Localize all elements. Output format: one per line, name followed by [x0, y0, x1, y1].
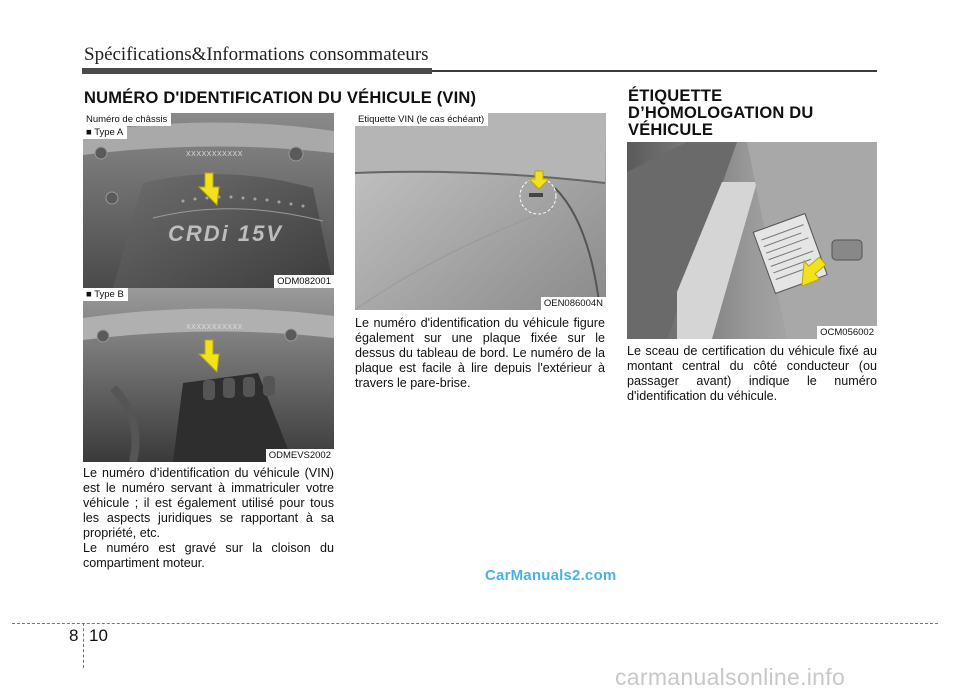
vin-paragraph-1: Le numéro d’identification du véhicule (VIN) est le numéro servant à immatriculer votre véhicule ; il est également utilisé pour tous les aspects juridiques se rapportant à sa propriété, etc.: [83, 466, 334, 540]
header-rule: [432, 70, 877, 72]
engine-photo-type-a: [83, 113, 334, 288]
header-title: Spécifications&Informations consommateurs: [84, 44, 429, 65]
photo-code-a: ODM082001: [274, 275, 334, 288]
b-pillar-illustration: [627, 142, 877, 339]
page-number: 10: [89, 626, 108, 645]
vin-section-title: NUMÉRO D'IDENTIFICATION DU VÉHICULE (VIN): [84, 89, 477, 107]
vin-label-description: [355, 316, 605, 391]
homologation-title-line3: VÉHICULE: [628, 121, 714, 139]
chassis-number-tag: Numéro de châssis: [83, 113, 171, 126]
footer-separator: [83, 623, 84, 668]
dashboard-illustration: [355, 113, 606, 310]
photo-code-d: OCM056002: [817, 326, 877, 339]
vin-description: [83, 466, 334, 571]
homologation-section-title: [628, 88, 878, 139]
vin-paragraph-2: Le numéro est gravé sur la cloison du compartiment moteur.: [83, 541, 334, 570]
watermark-link[interactable]: CarManuals2.com: [485, 567, 617, 584]
photo-code-b: ODMEVS2002: [266, 449, 334, 462]
certification-description: [627, 344, 877, 404]
svg-text:CRDi 15V: CRDi 15V: [168, 221, 284, 246]
homologation-title-line1: ÉTIQUETTE: [628, 87, 723, 105]
photo-code-c: OEN086004N: [541, 297, 606, 310]
homologation-title-line2: D’HOMOLOGATION DU: [628, 104, 814, 122]
engine-type-b-illustration: [83, 288, 334, 462]
header-bar: [82, 68, 432, 74]
engine-photo-type-b: [83, 288, 334, 462]
vin-label-paragraph: Le numéro d'identification du véhicule figure également sur une plaque fixée sur le dessus du tableau de bord. Le numéro de la plaque est facile à lire depuis l'extérieur à travers le pare-brise.: [355, 316, 605, 390]
type-a-tag: ■ Type A: [83, 126, 127, 139]
engine-type-a-illustration: [83, 113, 334, 288]
certification-paragraph: Le sceau de certification du véhicule fixé au montant central du côté conducteur (ou passager avant) indique le numéro d'identification du véhicule.: [627, 344, 877, 403]
site-watermark[interactable]: carmanualsonline.info: [615, 664, 846, 690]
vin-engraving-a: XXXXXXXXXXX: [186, 151, 243, 158]
type-b-tag: ■ Type B: [83, 288, 128, 301]
vin-label-tag: Etiquette VIN (le cas échéant): [355, 113, 488, 126]
vin-engraving-b: XXXXXXXXXXX: [186, 324, 243, 331]
chapter-number: 8: [69, 626, 79, 645]
footer-rule: [12, 623, 938, 624]
certification-label-photo: [627, 142, 877, 339]
dashboard-vin-photo: [355, 113, 606, 310]
